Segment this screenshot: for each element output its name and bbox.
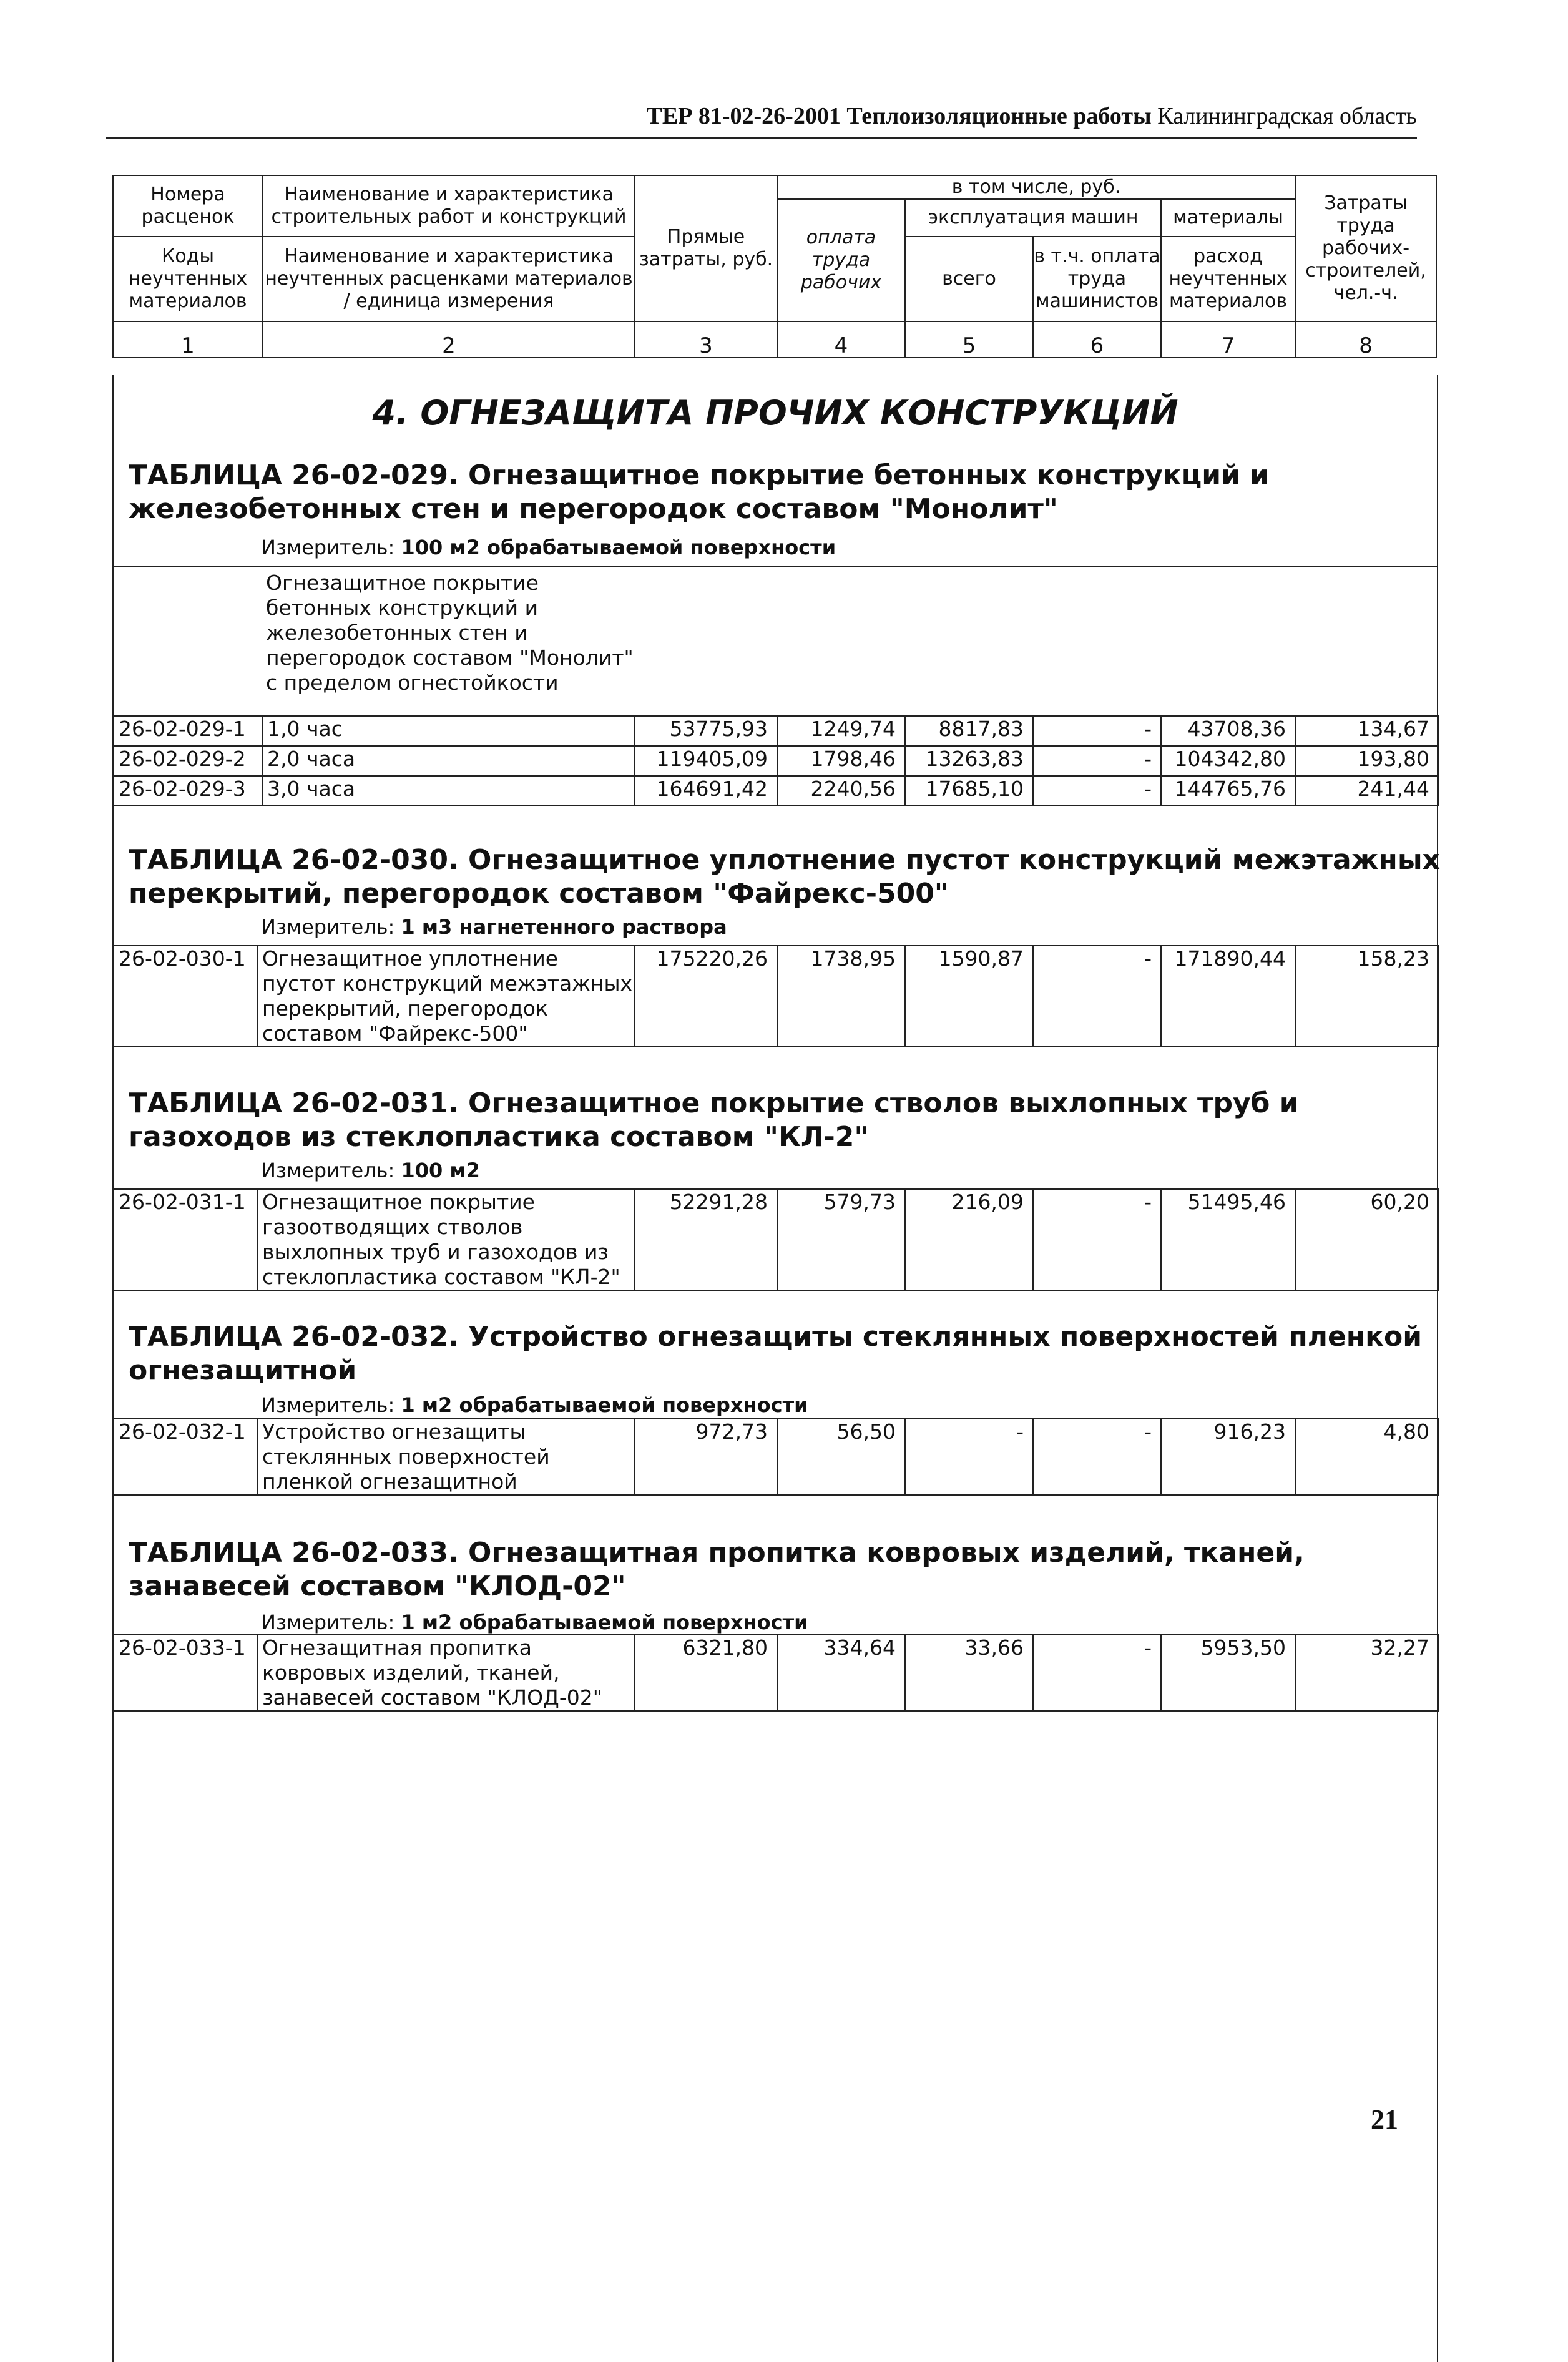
direct-costs-value: 6321,80 [635, 1635, 777, 1711]
machines-total-value: 13263,83 [905, 746, 1033, 776]
table-row [113, 1419, 1439, 1495]
rate-code: 26-02-032-1 [113, 1419, 258, 1495]
machinist-pay-value: - [1033, 776, 1161, 806]
measure-line [261, 536, 836, 559]
rate-description: Огнезащитная пропитка ковровых изделий, тканей, занавесей составом "КЛОД-02" [258, 1635, 635, 1711]
machinist-pay-value: - [1033, 746, 1161, 776]
col-header-machines-total: всего [905, 237, 1033, 321]
measure-value: 1 м2 обрабатываемой поверхности [401, 1393, 808, 1417]
table-title-line: занавесей составом "КЛОД-02" [129, 1571, 626, 1602]
measure-value: 100 м2 [401, 1159, 480, 1182]
rate-code: 26-02-029-2 [113, 746, 263, 776]
measure-label: Измеритель: [261, 536, 395, 559]
machinist-pay-value: - [1033, 1189, 1161, 1290]
labor-hours-value: 32,27 [1295, 1635, 1439, 1711]
section-tables-030-033 [112, 816, 1438, 2362]
measure-value: 1 м3 нагнетенного раствора [401, 915, 727, 939]
materials-value: 916,23 [1161, 1419, 1295, 1495]
table-row [113, 1635, 1439, 1711]
labor-hours-value: 241,44 [1295, 776, 1439, 806]
materials-value: 171890,44 [1161, 946, 1295, 1047]
direct-costs-value: 53775,93 [635, 716, 777, 746]
table-title-line: ТАБЛИЦА 26-02-032. Устройство огнезащиты стеклянных поверхностей пленкой [129, 1321, 1423, 1353]
table-title-line: железобетонных стен и перегородок составом "Монолит" [129, 493, 1058, 525]
col-number: 8 [1295, 321, 1436, 358]
table-title-line: ТАБЛИЦА 26-02-030. Огнезащитное уплотнение пустот конструкций межэтажных [129, 844, 1440, 876]
labor-pay-value: 56,50 [777, 1419, 905, 1495]
measure-line [261, 1159, 480, 1182]
col-header-direct-costs: Прямые затраты, руб. [635, 175, 777, 321]
table-row [113, 1189, 1439, 1290]
labor-pay-value: 1249,74 [777, 716, 905, 746]
machines-total-value: 8817,83 [905, 716, 1033, 746]
machinist-pay-value: - [1033, 716, 1161, 746]
materials-value: 5953,50 [1161, 1635, 1295, 1711]
machines-total-value: 216,09 [905, 1189, 1033, 1290]
direct-costs-value: 175220,26 [635, 946, 777, 1047]
machinist-pay-value: - [1033, 946, 1161, 1047]
table-033-rows [112, 1634, 1439, 1712]
machines-total-value: - [905, 1419, 1033, 1495]
running-header [106, 100, 1417, 139]
table-title-line: ТАБЛИЦА 26-02-029. Огнезащитное покрытие бетонных конструкций и [129, 459, 1270, 491]
col-header-material-name: Наименование и характеристика неучтенных расценками материалов / единица измерения [263, 237, 635, 321]
rate-description: Огнезащитное уплотнение пустот конструкций межэтажных перекрытий, перегородок составом "Файрекс-500" [258, 946, 635, 1047]
labor-hours-value: 134,67 [1295, 716, 1439, 746]
measure-label: Измеритель: [261, 1610, 395, 1634]
rate-code: 26-02-031-1 [113, 1189, 258, 1290]
measure-line [261, 915, 727, 939]
labor-pay-value: 334,64 [777, 1635, 905, 1711]
labor-hours-value: 4,80 [1295, 1419, 1439, 1495]
measure-value: 100 м2 обрабатываемой поверхности [401, 536, 836, 559]
col-header-materials: материалы [1161, 199, 1295, 237]
measure-label: Измеритель: [261, 915, 395, 939]
labor-pay-value: 1798,46 [777, 746, 905, 776]
table-title-line: ТАБЛИЦА 26-02-031. Огнезащитное покрытие стволов выхлопных труб и [129, 1087, 1299, 1119]
section-heading: 4. ОГНЕЗАЩИТА ПРОЧИХ КОНСТРУКЦИЙ [372, 393, 1178, 433]
measure-line [261, 1393, 808, 1417]
direct-costs-value: 164691,42 [635, 776, 777, 806]
labor-hours-value: 193,80 [1295, 746, 1439, 776]
rate-code: 26-02-029-3 [113, 776, 263, 806]
materials-value: 104342,80 [1161, 746, 1295, 776]
labor-pay-value: 2240,56 [777, 776, 905, 806]
machinist-pay-value: - [1033, 1635, 1161, 1711]
labor-hours-value: 60,20 [1295, 1189, 1439, 1290]
rate-code: 26-02-029-1 [113, 716, 263, 746]
col-header-material-codes: Коды неучтенных материалов [113, 237, 263, 321]
materials-value: 43708,36 [1161, 716, 1295, 746]
table-030-rows [112, 945, 1439, 1047]
header-code: ТЕР 81-02-26-2001 [646, 103, 841, 129]
machinist-pay-value: - [1033, 1419, 1161, 1495]
col-number: 3 [635, 321, 777, 358]
col-header-name: Наименование и характеристика строительных работ и конструкций [263, 175, 635, 237]
direct-costs-value: 52291,28 [635, 1189, 777, 1290]
rate-code: 26-02-030-1 [113, 946, 258, 1047]
labor-pay-value: 579,73 [777, 1189, 905, 1290]
table-031-rows [112, 1188, 1439, 1291]
table-032-rows [112, 1418, 1439, 1496]
col-header-labor-pay: оплата труда рабочих [777, 199, 905, 321]
direct-costs-value: 972,73 [635, 1419, 777, 1495]
col-number: 4 [777, 321, 905, 358]
machines-total-value: 1590,87 [905, 946, 1033, 1047]
materials-value: 144765,76 [1161, 776, 1295, 806]
divider [114, 566, 1437, 567]
materials-value: 51495,46 [1161, 1189, 1295, 1290]
rate-description: Устройство огнезащиты стеклянных поверхностей пленкой огнезащитной [258, 1419, 635, 1495]
rate-description: 2,0 часа [263, 746, 635, 776]
col-number: 1 [113, 321, 263, 358]
measure-line [261, 1610, 808, 1634]
machines-total-value: 33,66 [905, 1635, 1033, 1711]
table-row [113, 776, 1439, 806]
table-title-line: ТАБЛИЦА 26-02-033. Огнезащитная пропитка ковровых изделий, тканей, [129, 1537, 1305, 1569]
col-header-codes: Номера расценок [113, 175, 263, 237]
table-title-line: огнезащитной [129, 1355, 357, 1386]
table-029-rows [112, 715, 1439, 806]
labor-hours-value: 158,23 [1295, 946, 1439, 1047]
section-table-029 [112, 375, 1438, 816]
col-header-machines: эксплуатация машин [905, 199, 1161, 237]
table-intro-text: Огнезащитное покрытие бетонных конструкций и железобетонных стен и перегородок составом "Монолит" с пределом огнестойкости [266, 571, 634, 695]
table-row [113, 716, 1439, 746]
table-row [113, 946, 1439, 1047]
col-number: 2 [263, 321, 635, 358]
col-number: 7 [1161, 321, 1295, 358]
table-title-line: газоходов из стеклопластика составом "КЛ-2" [129, 1121, 869, 1153]
direct-costs-value: 119405,09 [635, 746, 777, 776]
col-number: 6 [1033, 321, 1161, 358]
col-header-machinist-pay: в т.ч. оплата труда машинистов [1033, 237, 1161, 321]
col-header-labor-hours: Затраты труда рабочих-строителей, чел.-ч. [1295, 175, 1436, 321]
table-row [113, 746, 1439, 776]
col-number: 5 [905, 321, 1033, 358]
col-header-group: в том числе, руб. [777, 175, 1295, 199]
header-subject: Теплоизоляционные работы [846, 103, 1152, 129]
rate-description: 3,0 часа [263, 776, 635, 806]
rate-description: 1,0 час [263, 716, 635, 746]
machines-total-value: 17685,10 [905, 776, 1033, 806]
col-header-material-use: расход неучтенных материалов [1161, 237, 1295, 321]
measure-label: Измеритель: [261, 1393, 395, 1417]
table-title-line: перекрытий, перегородок составом "Файрекс-500" [129, 878, 949, 909]
measure-label: Измеритель: [261, 1159, 395, 1182]
header-region: Калининградская область [1157, 103, 1417, 129]
column-header-table [112, 175, 1437, 358]
labor-pay-value: 1738,95 [777, 946, 905, 1047]
rate-description: Огнезащитное покрытие газоотводящих стволов выхлопных труб и газоходов из стеклопластика составом "КЛ-2" [258, 1189, 635, 1290]
page-number: 21 [1371, 2104, 1398, 2135]
measure-value: 1 м2 обрабатываемой поверхности [401, 1610, 808, 1634]
rate-code: 26-02-033-1 [113, 1635, 258, 1711]
running-header-text [646, 102, 1417, 130]
